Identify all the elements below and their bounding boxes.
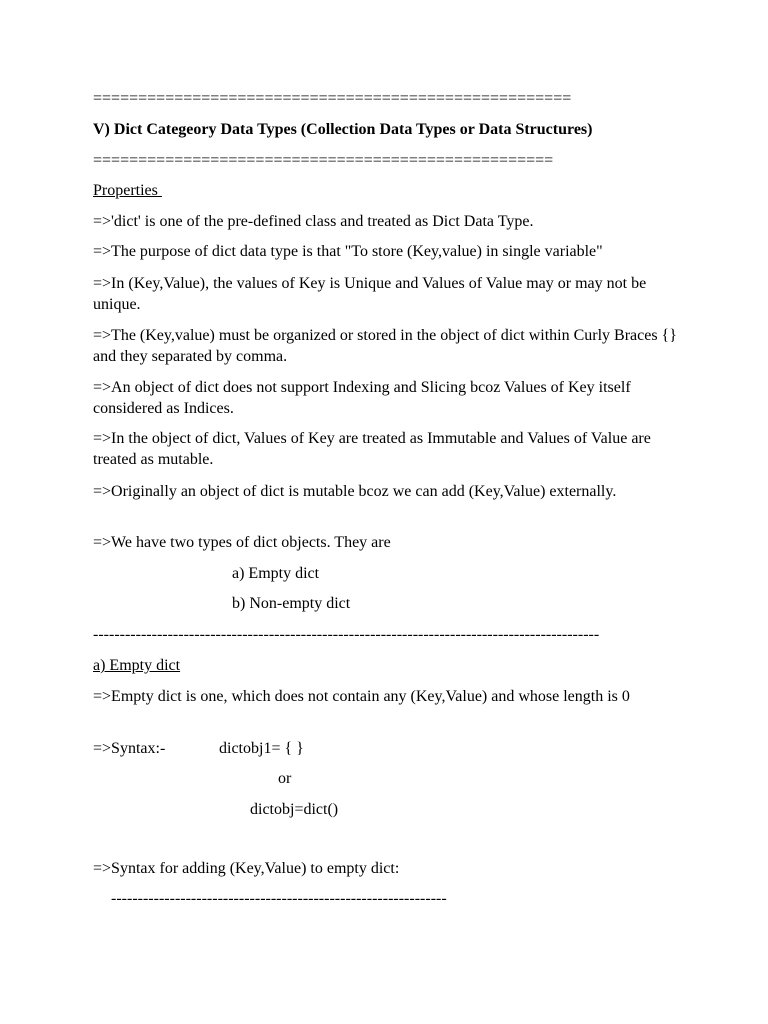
type-item-nonempty: b) Non-empty dict: [232, 595, 351, 612]
property-line: =>The purpose of dict data type is that "To store (Key,value) in single variable": [93, 243, 603, 260]
syntax-adding-line: =>Syntax for adding (Key,Value) to empty dict:: [93, 860, 400, 877]
properties-label: Properties: [93, 182, 162, 199]
empty-dict-description: =>Empty dict is one, which does not contain any (Key,Value) and whose length is 0: [93, 688, 630, 705]
syntax-line-1: dictobj1= { }: [219, 740, 304, 757]
dash-separator: -----------------------------------------------------------------------------------------------: [93, 626, 600, 643]
syntax-line-2: dictobj=dict(): [250, 801, 339, 818]
separator-mid: ===================================================: [93, 152, 554, 169]
property-line: =>Originally an object of dict is mutable bcoz we can add (Key,Value) externally.: [93, 483, 617, 500]
property-line: =>We have two types of dict objects. They are: [93, 534, 391, 551]
syntax-label: =>Syntax:-: [93, 740, 166, 757]
separator-top: =====================================================: [93, 90, 572, 107]
syntax-or: or: [278, 770, 292, 787]
empty-dict-heading: a) Empty dict: [93, 657, 181, 674]
dash-bottom: ---------------------------------------------------------------: [111, 890, 447, 907]
property-line: =>The (Key,value) must be organized or stored in the object of dict within Curly Braces {} and they separated by comma.: [93, 327, 677, 365]
property-line: =>'dict' is one of the pre-defined class and treated as Dict Data Type.: [93, 213, 534, 230]
property-line: =>In (Key,Value), the values of Key is Unique and Values of Value may or may not be unique.: [93, 275, 647, 313]
type-item-empty: a) Empty dict: [232, 565, 320, 582]
property-line: =>An object of dict does not support Indexing and Slicing bcoz Values of Key itself considered as Indices.: [93, 379, 631, 417]
property-line: =>In the object of dict, Values of Key are treated as Immutable and Values of Value are treated as mutable.: [93, 430, 651, 468]
section-heading: V) Dict Categeory Data Types (Collection Data Types or Data Structures): [93, 121, 593, 138]
